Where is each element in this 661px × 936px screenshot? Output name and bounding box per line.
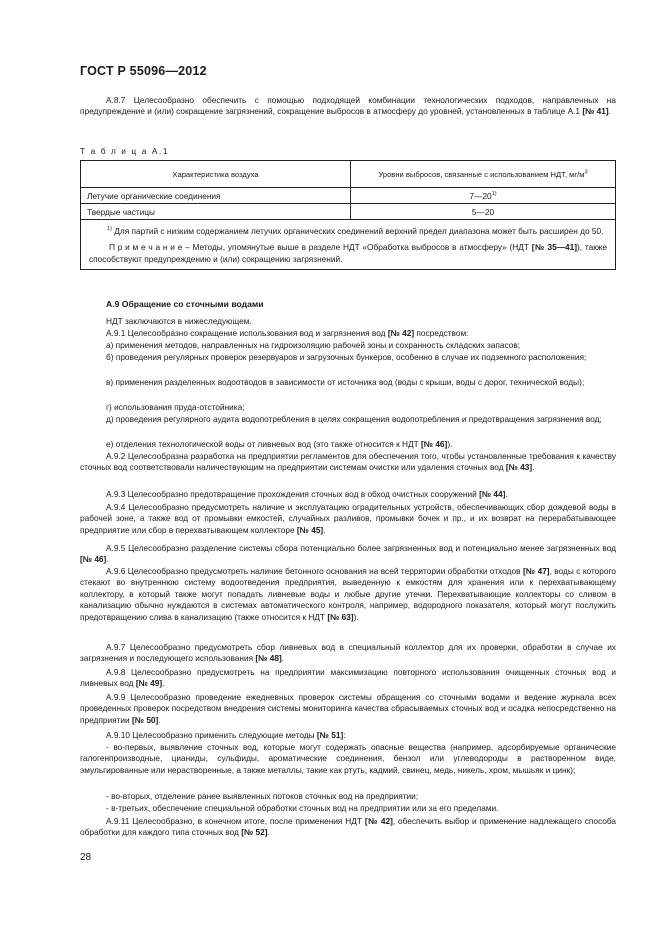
reference: [№ 42] xyxy=(364,816,393,826)
reference: [№ 46] xyxy=(421,439,448,449)
list-item: - в-третьих, обеспечение специальной обработки сточных вод на предприятии или за его пределами. xyxy=(106,803,499,813)
list-item: б) проведения регулярных проверок резервуаров и загрузочных бункеров, особенно в случае их подземного расположения; xyxy=(106,352,587,362)
table-cell: 7—20$^{1)}$ xyxy=(351,188,616,204)
table-cell: 5—20 xyxy=(351,204,616,220)
reference: [№ 46] xyxy=(80,554,107,565)
list-item: - во-вторых, отделение ранее выявленных потоков сточных вод на предприятии; xyxy=(106,791,419,801)
list-item: - во-первых, выявление сточных вод, которые могут содержать опасные вещества (например, адсорбируемые органические галогенпроизводные, цианиды, сульфиды, ароматические соединения, бензол или углеводороды в растворенном виде, эмульгированные или нерастворенные, а также металлы, такие как ртуть, кадмий, свинец, медь, никель, хром, мышьяк и цинк); xyxy=(80,742,616,775)
paragraph-a9-11: А.9.11 Целесообразно, в конечном итоге, после применения НДТ [№ 42], обеспечить выбор и применение надлежащего способа обработки для каждого типа сточных вод [№ 52]. xyxy=(80,816,616,838)
reference: [№ 51] xyxy=(316,730,344,740)
section-title: А.9 Обращение со сточными водами xyxy=(106,299,264,309)
reference: [№ 63] xyxy=(327,611,354,622)
paragraph: НДТ заключаются в нижеследующем. xyxy=(106,316,252,326)
reference: [№ 43] xyxy=(505,462,533,473)
list-item: в) применения разделенных водоотводов в зависимости от источника вод (воды с крыши, воды с дорог, технической воды); xyxy=(106,377,585,387)
reference: [№ 49] xyxy=(135,678,163,689)
paragraph-a9-6: А.9.6 Целесообразно предусмотреть наличие бетонного основания на всей территории обработки отходов [№ 47], воды с которого стекают во внутреннюю систему водоотведения предприятия, выведенную к емкостям для хранения или к перехватывающему коллектору, в который также могут попадать ливневые воды и любые другие утечки. Перехватывающие коллекторы со сливом в канализацию обычно нуждаются в системах автоматического контроля, например, водородного показателя, который могут послужить предотвращению слива в канализацию (также относится к НДТ [№ 63]). xyxy=(80,566,616,622)
paragraph-a9-7: А.9.7 Целесообразно предусмотреть сбор ливневых вод в специальный коллектор для их проверки, обработки в случае их загрязнения и последующего использования [№ 48]. xyxy=(80,642,616,664)
table-cell: Твердые частицы xyxy=(81,204,351,220)
paragraph-a9-8: А.9.8 Целесообразно предусмотреть на предприятии максимизацию повторного использования очищенных сточных вод и ливневых вод [№ 49]. xyxy=(80,667,616,689)
reference: [№ 48] xyxy=(255,653,282,664)
paragraph-a8-7: А.8.7 Целесообразно обеспечить с помощью подходящей комбинации технологических подходов, направленных на предупреждение и (или) сокращение загрязнений, сокращение выбросов в атмосферу до уровней, установленных в таблице А.1 [№ 41]. xyxy=(80,95,616,117)
document-header: ГОСТ Р 55096—2012 xyxy=(80,64,207,78)
reference: [№ 44] xyxy=(479,489,506,499)
emissions-table xyxy=(80,160,616,270)
table-row xyxy=(81,188,616,204)
list-item: д) проведения регулярного аудита водопотребления в целях сокращения водопотребления и предотвращения загрязнения вод; xyxy=(106,414,602,424)
table-header-cell: Уровни выбросов, связанные с использованием НДТ, $мг/м^3$ xyxy=(351,161,616,188)
table-note: П р и м е ч а н и е – Методы, упомянутые выше в разделе НДТ «Обработка выбросов в атмосферу» (НДТ [№ 35—41]), также способствуют предупреждению и (или) сокращению загрязнений. xyxy=(89,242,607,264)
paragraph-a9-10: А.9.10 Целесообразно применить следующие методы [№ 51]: xyxy=(106,730,346,740)
table-cell: Летучие органические соединения xyxy=(81,188,351,204)
reference: [№ 41] xyxy=(582,106,609,117)
reference: [№ 52] xyxy=(241,827,268,838)
list-item: г) использования пруда-отстойника; xyxy=(106,402,245,412)
list-item: а) применения методов, направленных на гидроизоляцию рабочей зоны и сохранность складских запасов; xyxy=(106,340,521,350)
reference: [№ 42] xyxy=(387,328,415,338)
table-header-cell: Характеристика воздуха xyxy=(81,161,351,188)
reference: [№ 35—41] xyxy=(531,242,578,253)
table-caption: Т а б л и ц а А.1 xyxy=(80,146,170,156)
reference: [№ 47] xyxy=(522,566,550,576)
reference: [№ 50] xyxy=(132,714,159,725)
paragraph-a9-2: А.9.2 Целесообразна разработка на предприятии регламентов для обеспечения того, чтобы установленные требования к качеству сточных вод соответствовали наличествующим на предприятии системам очистки или удаления сточных вод [№ 43]. xyxy=(80,451,616,473)
paragraph-a9-1: А.9.1 Целесообразно сокращение использования вод и загрязнения вод [№ 42] посредством: xyxy=(106,328,469,338)
table-header-row xyxy=(81,161,616,188)
paragraph-a9-5: А.9.5 Целесообразно разделение системы сбора потенциально более загрязненных вод и потенциально менее загрязненных вод [№ 46]. xyxy=(80,543,616,565)
paragraph-a9-3: А.9.3 Целесообразно предотвращение прохождения сточных вод в обход очистных сооружений [№ 44]. xyxy=(106,489,508,499)
list-item: е) отделения технологической воды от ливневых вод (это также относится к НДТ [№ 46]). xyxy=(106,439,453,449)
page-number: 28 xyxy=(80,852,92,863)
table-note-row xyxy=(81,220,616,270)
table-note-cell xyxy=(81,220,616,270)
paragraph-a9-9: А.9.9 Целесообразно проведение ежедневных проверок системы обращения со сточными водами и ведение журнала всех проведенных проверок посредством внедрения системы мониторинга качества сбрасываемых сточных вод и осадка непосредственно на предприятии [№ 50]. xyxy=(80,692,616,725)
table-row xyxy=(81,204,616,220)
paragraph-a9-4: А.9.4 Целесообразно предусмотреть наличие и эксплуатацию оградительных устройств, обеспечивающих сбор дождевой воды в рабочей зоне, а также вод от промывки емкостей, случайных разливов, промывки бочек и пр., и их возврат на перерабатывающее предприятие или сбор в перехватывающем коллекторе [№ 45]. xyxy=(80,502,616,535)
reference: [№ 45] xyxy=(296,524,324,535)
table-footnote: $^{1)}$ Для партий с низким содержанием летучих органических соединений верхний предел диапазона может быть расширен до 50. xyxy=(107,226,604,236)
